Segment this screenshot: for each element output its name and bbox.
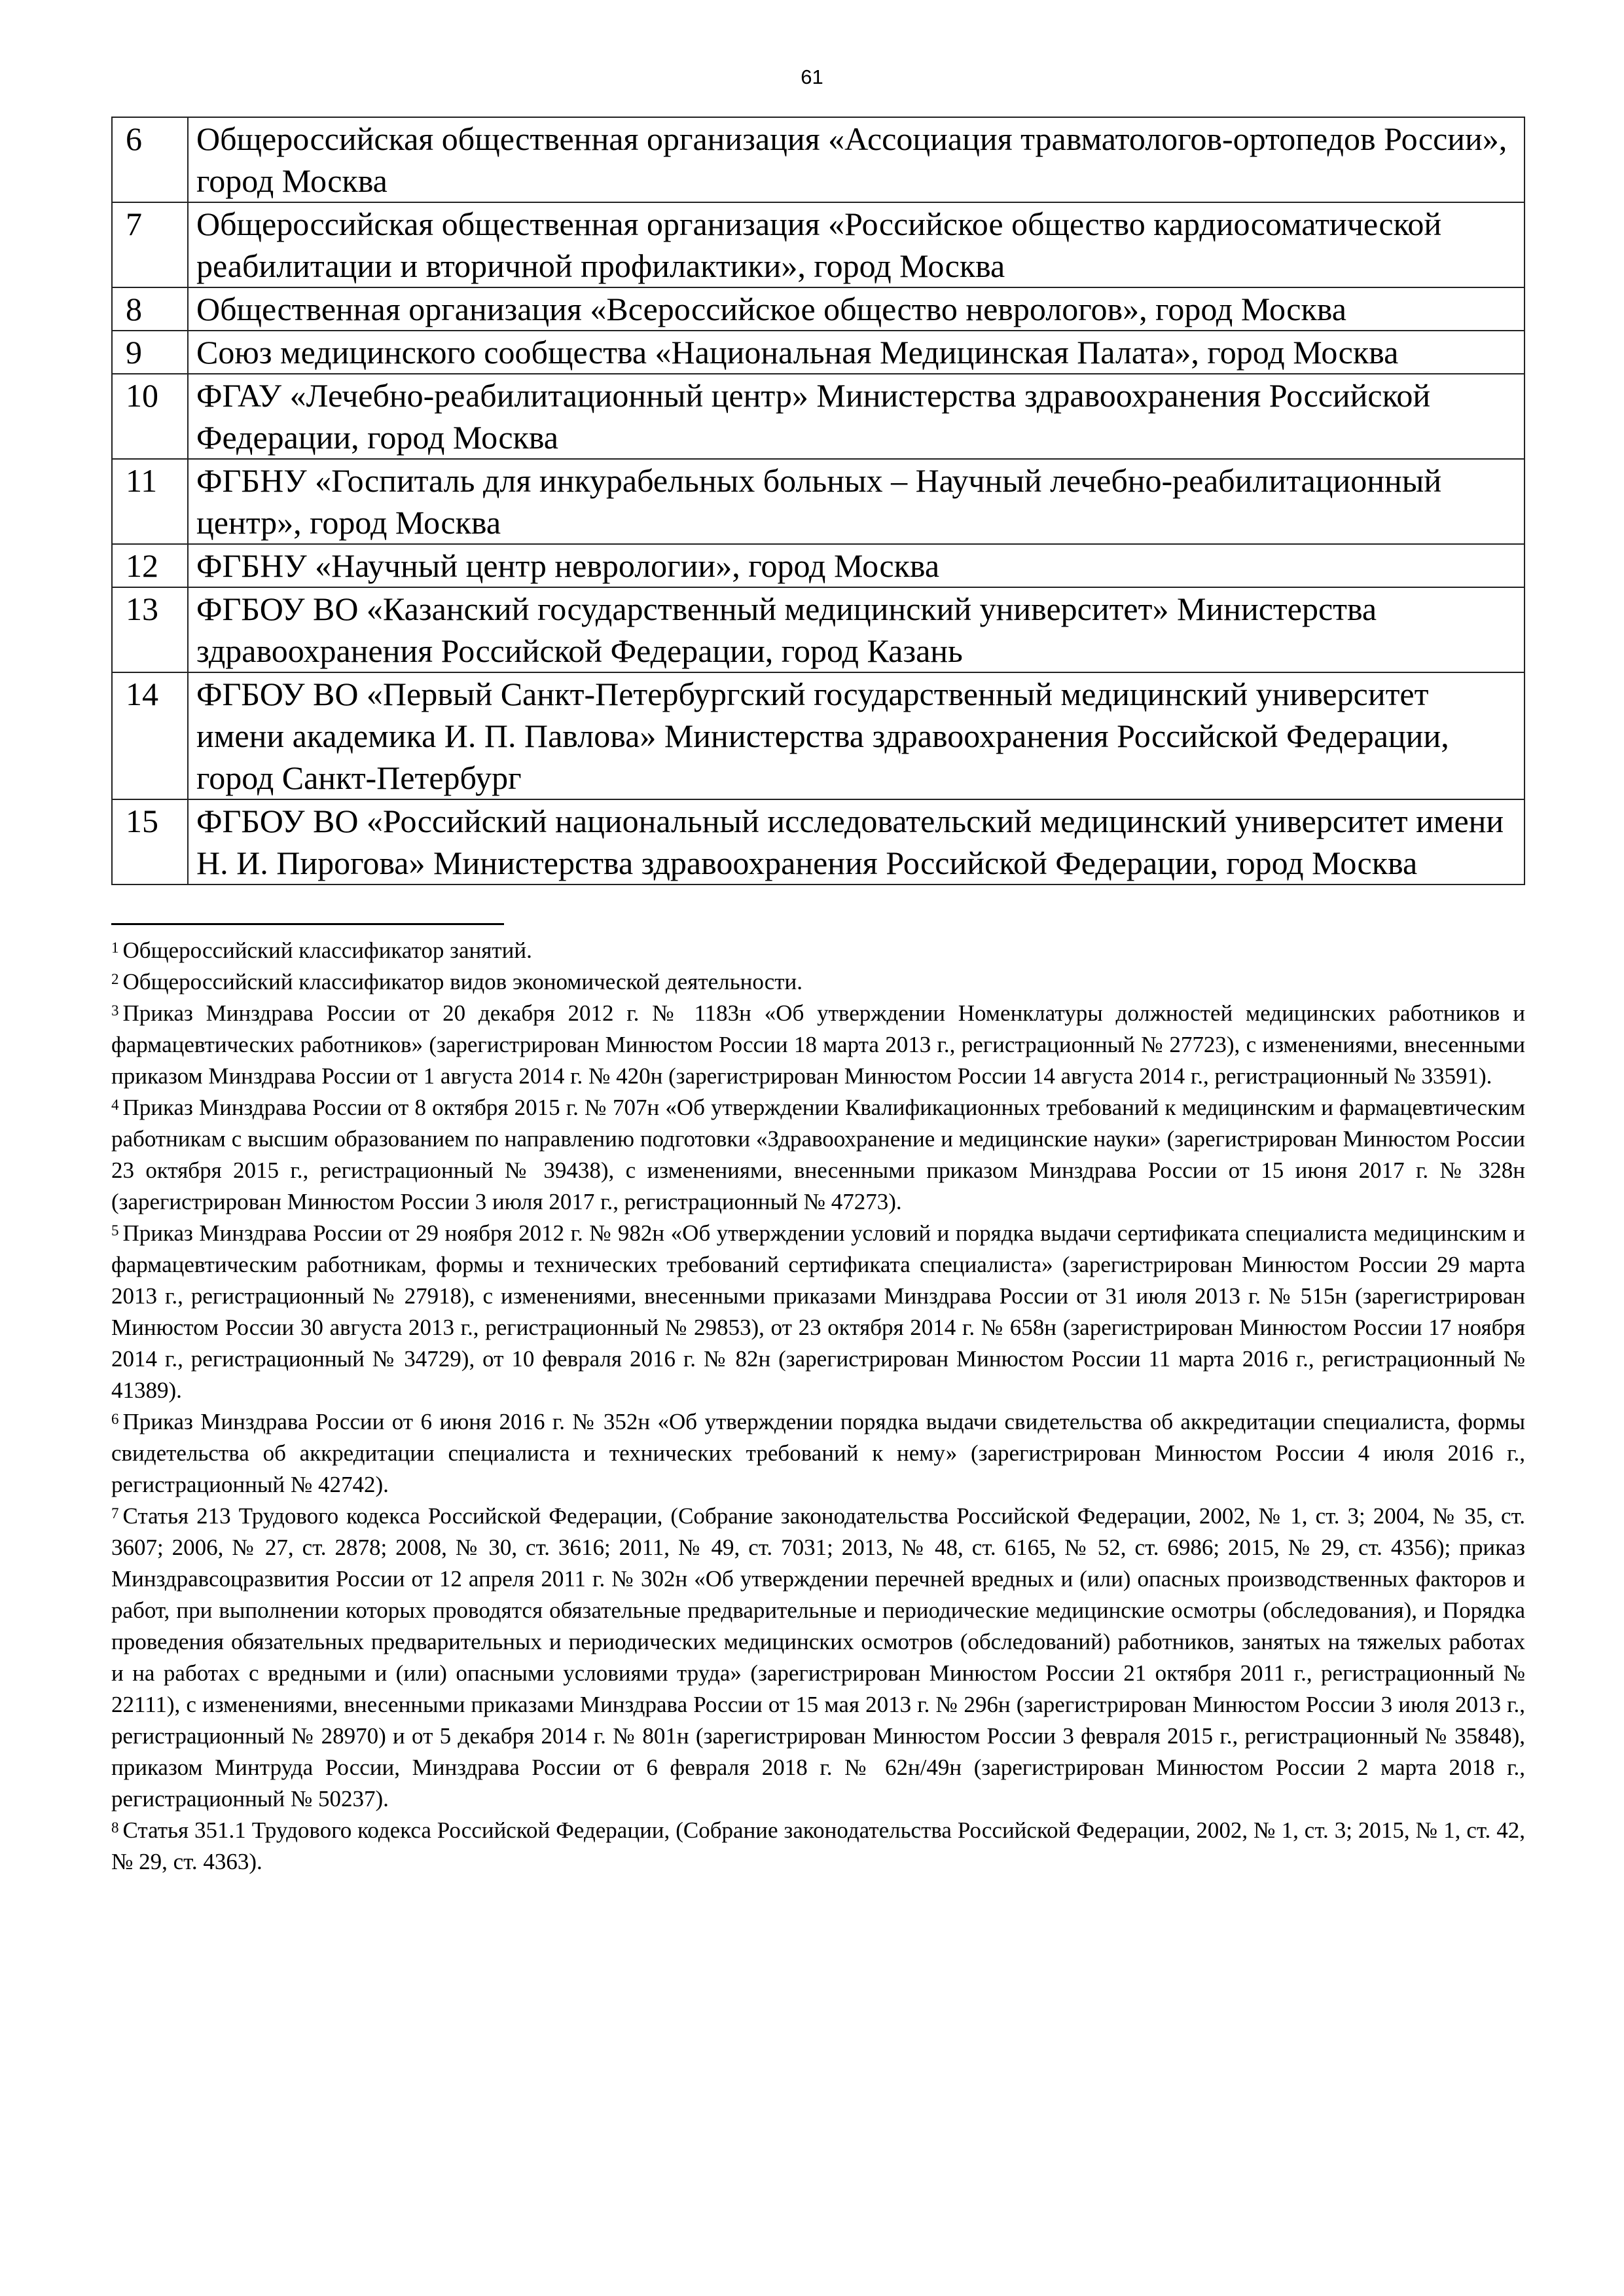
footnote-text: Приказ Минздрава России от 20 декабря 2012 г. № 1183н «Об утверждении Номенклатуры должностей медицинских работников и фармацевтических работников» (зарегистрирован Минюстом России 18 марта 2013 г., регистрационный № 27723), с изменениями, внесенными приказом Минздрава России от 1 августа 2014 г. № 420н (зарегистрирован Минюстом России 14 августа 2014 г., регистрационный № 33591). bbox=[111, 1000, 1525, 1089]
table-row bbox=[112, 799, 1525, 884]
footnote-mark: 4 bbox=[111, 1097, 119, 1113]
footnote bbox=[111, 1815, 1525, 1878]
footnote-mark: 1 bbox=[111, 939, 119, 956]
footnote-text: Статья 213 Трудового кодекса Российской Федерации, (Собрание законодательства Российской Федерации, 2002, № 1, ст. 3; 2004, № 35, ст. 3607; 2006, № 27, ст. 2878; 2008, № 30, ст. 3616; 2011, № 49, ст. 7031; 2013, № 48, ст. 6165, № 52, ст. 6986; 2015, № 29, ст. 4356); приказ Минздравсоцразвития России от 12 апреля 2011 г. № 302н «Об утверждении перечней вредных и (или) опасных производственных факторов и работ, при выполнении которых проводятся обязательные предварительные и периодические медицинские осмотры (обследования), и Порядка проведения обязательных предварительных и периодических медицинских осмотров (обследований) работников, занятых на тяжелых работах и на работах с вредными и (или) опасными условиями труда» (зарегистрирован Минюстом России 21 октября 2011 г., регистрационный № 22111), с изменениями, внесенными приказами Минздрава России от 15 мая 2013 г. № 296н (зарегистрирован Минюстом России 3 июля 2013 г., регистрационный № 28970) и от 5 декабря 2014 г. № 801н (зарегистрирован Минюстом России 3 февраля 2015 г., регистрационный № 35848), приказом Минтруда России, Минздрава России от 6 февраля 2018 г. № 62н/49н (зарегистрирован Минюстом России 2 марта 2018 г., регистрационный № 50237). bbox=[111, 1503, 1525, 1812]
page-number: 61 bbox=[801, 65, 823, 88]
table-row bbox=[112, 672, 1525, 799]
row-number: 11 bbox=[112, 459, 188, 544]
footnotes bbox=[111, 935, 1525, 1878]
footnote bbox=[111, 1218, 1525, 1406]
table-row bbox=[112, 117, 1525, 202]
organization-name: Общероссийская общественная организация «Российское общество кардиосоматической реабилитации и вторичной профилактики», город Москва bbox=[188, 202, 1525, 287]
footnote-mark: 8 bbox=[111, 1819, 119, 1836]
table-row bbox=[112, 374, 1525, 459]
footnote-mark: 5 bbox=[111, 1222, 119, 1239]
row-number: 9 bbox=[112, 331, 188, 374]
table-row bbox=[112, 202, 1525, 287]
footnote-text: Приказ Минздрава России от 8 октября 2015 г. № 707н «Об утверждении Квалификационных требований к медицинским и фармацевтическим работникам с высшим образованием по направлению подготовки «Здравоохранение и медицинские науки» (зарегистрирован Минюстом России 23 октября 2015 г., регистрационный № 39438), с изменениями, внесенными приказом Минздрава России от 15 июня 2017 г. № 328н (зарегистрирован Минюстом России 3 июля 2017 г., регистрационный № 47273). bbox=[111, 1095, 1525, 1214]
row-number: 10 bbox=[112, 374, 188, 459]
footnote bbox=[111, 1406, 1525, 1501]
footnote bbox=[111, 1501, 1525, 1815]
organizations-table bbox=[111, 117, 1525, 885]
table-row bbox=[112, 287, 1525, 331]
organization-name: ФГБОУ ВО «Российский национальный исследовательский медицинский университет имени Н. И. Пирогова» Министерства здравоохранения Российской Федерации, город Москва bbox=[188, 799, 1525, 884]
table-row bbox=[112, 544, 1525, 587]
organization-name: ФГБНУ «Научный центр неврологии», город Москва bbox=[188, 544, 1525, 587]
footnote-mark: 7 bbox=[111, 1505, 119, 1522]
organization-name: Союз медицинского сообщества «Национальная Медицинская Палата», город Москва bbox=[188, 331, 1525, 374]
footnote-text: Статья 351.1 Трудового кодекса Российской Федерации, (Собрание законодательства Российской Федерации, 2002, № 1, ст. 3; 2015, № 1, ст. 42, № 29, ст. 4363). bbox=[111, 1817, 1525, 1874]
footnote-separator bbox=[111, 923, 504, 925]
row-number: 12 bbox=[112, 544, 188, 587]
row-number: 7 bbox=[112, 202, 188, 287]
footnote-mark: 2 bbox=[111, 971, 119, 987]
organization-name: ФГБНУ «Госпиталь для инкурабельных больных – Научный лечебно-реабилитационный центр», город Москва bbox=[188, 459, 1525, 544]
organization-name: ФГБОУ ВО «Первый Санкт-Петербургский государственный медицинский университет имени академика И. П. Павлова» Министерства здравоохранения Российской Федерации, город Санкт-Петербург bbox=[188, 672, 1525, 799]
organization-name: Общественная организация «Всероссийское общество неврологов», город Москва bbox=[188, 287, 1525, 331]
row-number: 15 bbox=[112, 799, 188, 884]
table-row bbox=[112, 331, 1525, 374]
table-row bbox=[112, 459, 1525, 544]
footnote bbox=[111, 998, 1525, 1092]
row-number: 14 bbox=[112, 672, 188, 799]
footnote-mark: 3 bbox=[111, 1002, 119, 1019]
footnote bbox=[111, 966, 1525, 998]
footnote-text: Общероссийский классификатор видов экономической деятельности. bbox=[122, 969, 803, 994]
footnote-text: Приказ Минздрава России от 6 июня 2016 г. № 352н «Об утверждении порядка выдачи свидетельства об аккредитации специалиста, формы свидетельства об аккредитации специалиста и технических требований к нему» (зарегистрирован Минюстом России 4 июля 2016 г., регистрационный № 42742). bbox=[111, 1409, 1525, 1497]
organization-name: ФГАУ «Лечебно-реабилитационный центр» Министерства здравоохранения Российской Федерации, город Москва bbox=[188, 374, 1525, 459]
organization-name: Общероссийская общественная организация «Ассоциация травматологов-ортопедов России», город Москва bbox=[188, 117, 1525, 202]
table-row bbox=[112, 587, 1525, 672]
row-number: 8 bbox=[112, 287, 188, 331]
footnote bbox=[111, 935, 1525, 966]
organization-name: ФГБОУ ВО «Казанский государственный медицинский университет» Министерства здравоохранения Российской Федерации, город Казань bbox=[188, 587, 1525, 672]
footnote-text: Приказ Минздрава России от 29 ноября 2012 г. № 982н «Об утверждении условий и порядка выдачи сертификата специалиста медицинским и фармацевтическим работникам, формы и технических требований сертификата специалиста» (зарегистрирован Минюстом России 29 марта 2013 г., регистрационный № 27918), с изменениями, внесенными приказами Минздрава России от 31 июля 2013 г. № 515н (зарегистрирован Минюстом России 30 августа 2013 г., регистрационный № 29853), от 23 октября 2014 г. № 658н (зарегистрирован Минюстом России 17 ноября 2014 г., регистрационный № 34729), от 10 февраля 2016 г. № 82н (зарегистрирован Минюстом России 11 марта 2016 г., регистрационный № 41389). bbox=[111, 1220, 1525, 1403]
footnote-text: Общероссийский классификатор занятий. bbox=[122, 938, 532, 963]
footnote bbox=[111, 1092, 1525, 1218]
row-number: 13 bbox=[112, 587, 188, 672]
row-number: 6 bbox=[112, 117, 188, 202]
footnote-mark: 6 bbox=[111, 1411, 119, 1427]
